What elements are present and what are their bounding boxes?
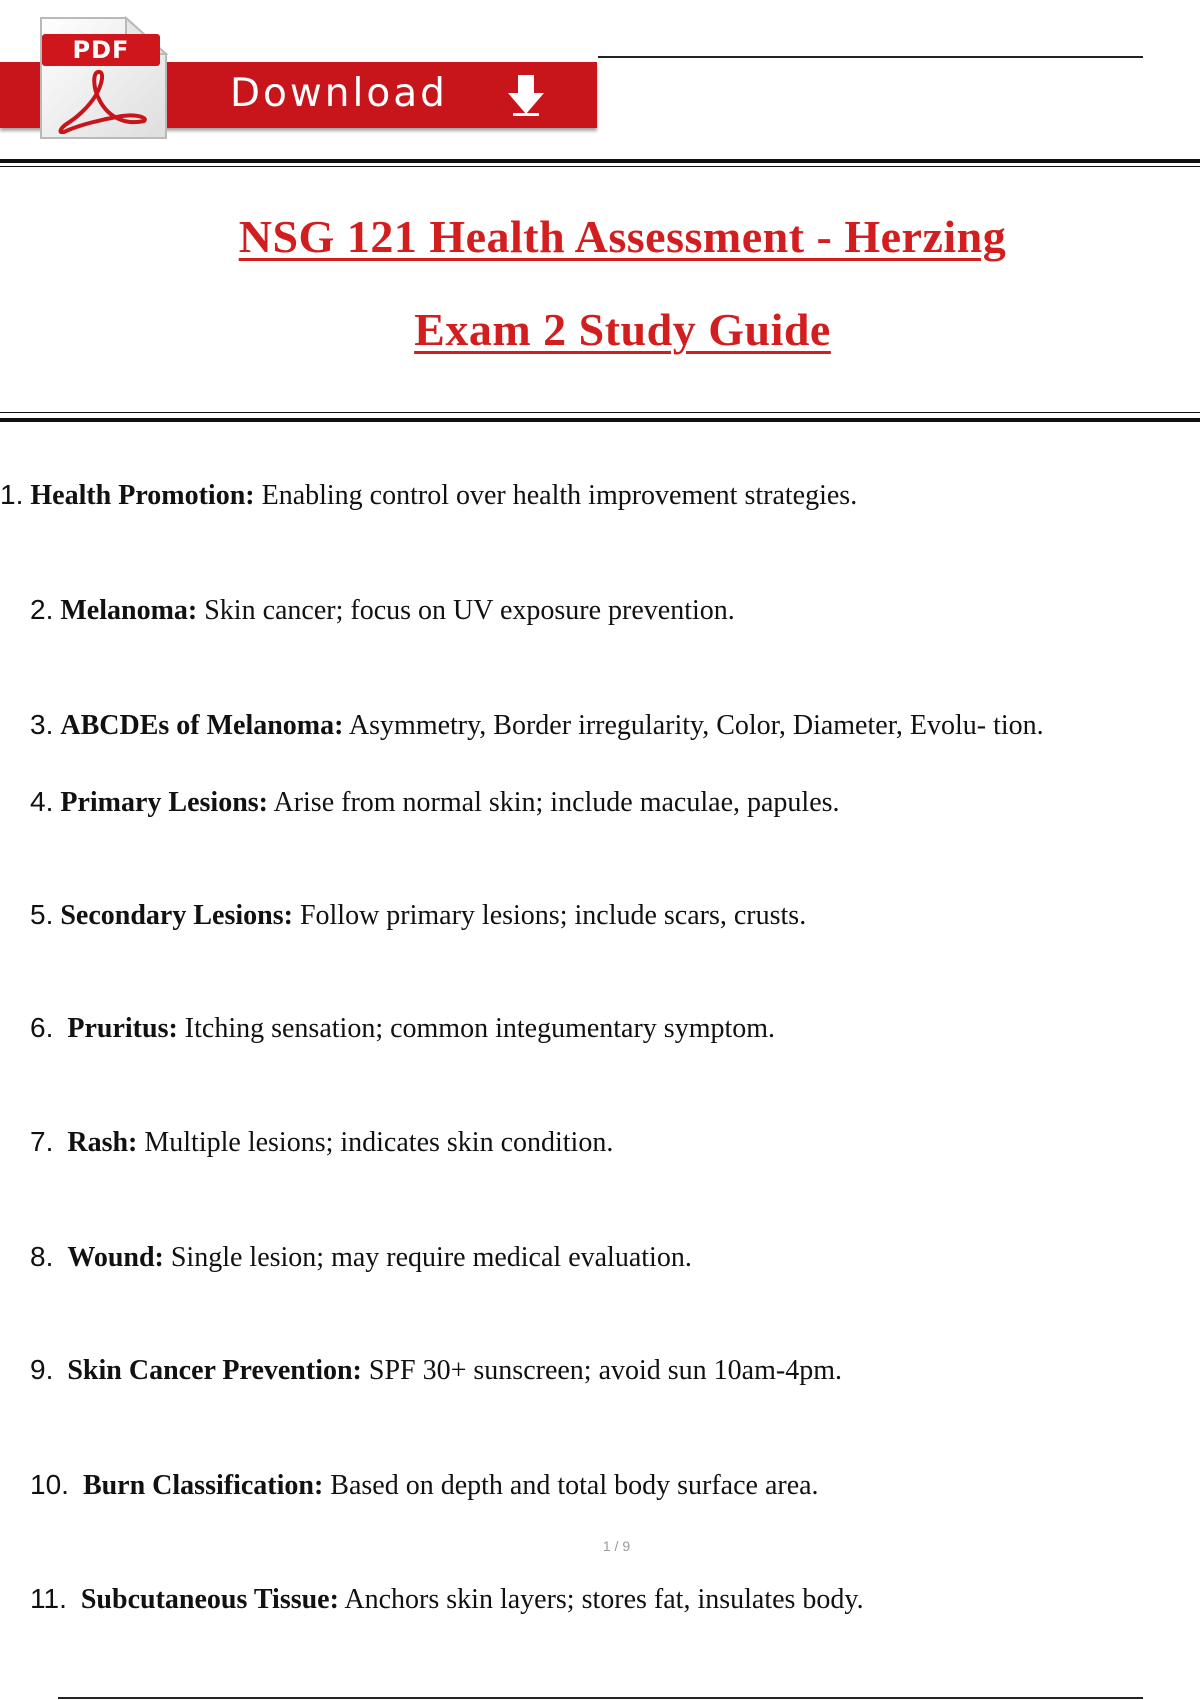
- item-text: Single lesion; may require medical evaluation.: [170, 1242, 692, 1273]
- pdf-tag: PDF: [42, 34, 160, 66]
- item-text: Enabling control over health improvement strategies.: [261, 480, 858, 511]
- item-number: 5.: [30, 899, 54, 930]
- download-banner: [0, 0, 1200, 170]
- download-arrow-icon: [505, 73, 547, 117]
- document-subtitle: Exam 2 Study Guide: [414, 304, 831, 355]
- item-number: 7.: [30, 1126, 54, 1157]
- title-rule-thin: [0, 412, 1200, 413]
- header-rule-short: [598, 56, 1143, 58]
- item-term: Health Promotion:: [30, 480, 255, 511]
- item-number: 11.: [30, 1583, 67, 1614]
- item-text: Arise from normal skin; include maculae, papules.: [273, 787, 840, 818]
- item-number: 6.: [30, 1012, 54, 1043]
- list-item: [30, 705, 1044, 745]
- item-term: Subcutaneous Tissue:: [80, 1584, 339, 1615]
- list-item: [30, 1008, 775, 1048]
- list-item: [30, 1465, 819, 1505]
- list-item: [30, 895, 806, 935]
- download-label: Download: [230, 71, 448, 116]
- item-term: Pruritus:: [67, 1013, 178, 1044]
- footer-rule: [58, 1697, 1143, 1699]
- item-term: Primary Lesions:: [60, 787, 268, 818]
- item-number: 1.: [0, 479, 24, 510]
- page-indicator: 1 / 9: [602, 1538, 631, 1554]
- list-item: [30, 1350, 842, 1390]
- title-rule-thick: [0, 418, 1200, 422]
- item-text: Itching sensation; common integumentary symptom.: [184, 1013, 776, 1044]
- item-number: 10.: [30, 1469, 69, 1500]
- item-number: 4.: [30, 786, 54, 817]
- item-term: Rash:: [67, 1127, 138, 1158]
- item-number: 8.: [30, 1241, 54, 1272]
- pdf-document-icon: [38, 14, 168, 140]
- item-term: Wound:: [67, 1242, 164, 1273]
- item-text: Asymmetry, Border irregularity, Color, Diameter, Evolu- tion.: [348, 710, 1044, 741]
- list-item: [0, 475, 857, 515]
- list-item: [30, 1579, 864, 1619]
- item-text: Anchors skin layers; stores fat, insulates body.: [344, 1584, 864, 1615]
- document-title: NSG 121 Health Assessment - Herzing: [238, 211, 1007, 262]
- item-term: ABCDEs of Melanoma:: [60, 710, 344, 741]
- item-text: SPF 30+ sunscreen; avoid sun 10am-4pm.: [368, 1355, 842, 1386]
- acrobat-logo-icon: [52, 68, 152, 134]
- item-text: Based on depth and total body surface area.: [330, 1470, 819, 1501]
- list-item: [30, 1237, 692, 1277]
- item-number: 9.: [30, 1354, 54, 1385]
- item-number: 2.: [30, 594, 54, 625]
- item-term: Skin Cancer Prevention:: [67, 1355, 362, 1386]
- item-term: Burn Classification:: [82, 1470, 324, 1501]
- header-rule-thin: [0, 166, 1200, 167]
- list-item: [30, 590, 735, 630]
- item-term: Secondary Lesions:: [60, 900, 293, 931]
- item-text: Skin cancer; focus on UV exposure prevention.: [204, 595, 735, 626]
- list-item: [30, 1122, 613, 1162]
- list-item: [30, 782, 840, 822]
- item-text: Follow primary lesions; include scars, crusts.: [299, 900, 807, 931]
- header-rule-thick: [0, 159, 1200, 163]
- item-term: Melanoma:: [60, 595, 198, 626]
- item-text: Multiple lesions; indicates skin condition.: [144, 1127, 614, 1158]
- item-number: 3.: [30, 709, 54, 740]
